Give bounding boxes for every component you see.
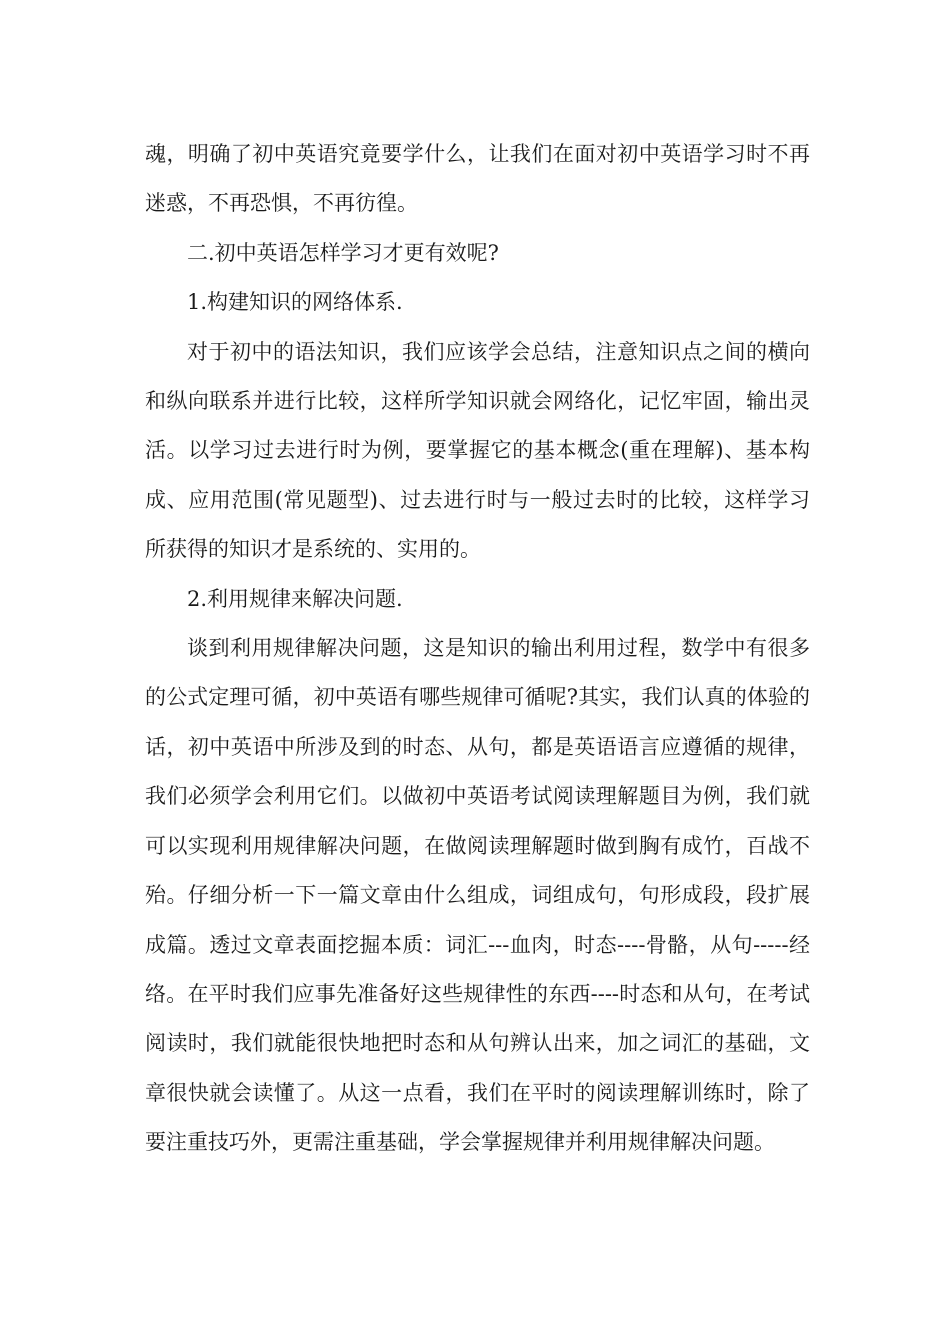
document-body [145,130,810,1168]
subheading-2: 2.利用规律来解决问题. [187,586,403,611]
subheading-1: 1.构建知识的网络体系. [187,290,403,315]
paragraph-grammar: 对于初中的语法知识，我们应该学会总结，注意知识点之间的横向和纵向联系并进行比较，这样所学知识就会网络化，记忆牢固，输出灵活。以学习过去进行时为例，要掌握它的基本概念(重在理解)、基本构成、应用范围(常见题型)、过去进行时与一般过去时的比较，这样学习所获得的知识才是系统的、实用的。 [145,339,810,562]
paragraph-continued: 魂，明确了初中英语究竟要学什么，让我们在面对初中英语学习时不再迷惑，不再恐惧，不再彷徨。 [145,142,810,216]
paragraph-rules: 谈到利用规律解决问题，这是知识的输出利用过程，数学中有很多的公式定理可循，初中英语有哪些规律可循呢?其实，我们认真的体验的话，初中英语中所涉及到的时态、从句，都是英语语言应遵循的规律，我们必须学会利用它们。以做初中英语考试阅读理解题目为例，我们就可以实现利用规律解决问题，在做阅读理解题时做到胸有成竹，百战不殆。仔细分析一下一篇文章由什么组成，词组成句，句形成段，段扩展成篇。透过文章表面挖掘本质：词汇---血肉，时态----骨骼，从句-----经络。在平时我们应事先准备好这些规律性的东西----时态和从句，在考试阅读时，我们就能很快地把时态和从句辨认出来，加之词汇的基础，文章很快就会读懂了。从这一点看，我们在平时的阅读理解训练时，除了要注重技巧外，更需注重基础，学会掌握规律并利用规律解决问题。 [145,636,810,1155]
section-heading-2: 二.初中英语怎样学习才更有效呢? [187,240,499,265]
